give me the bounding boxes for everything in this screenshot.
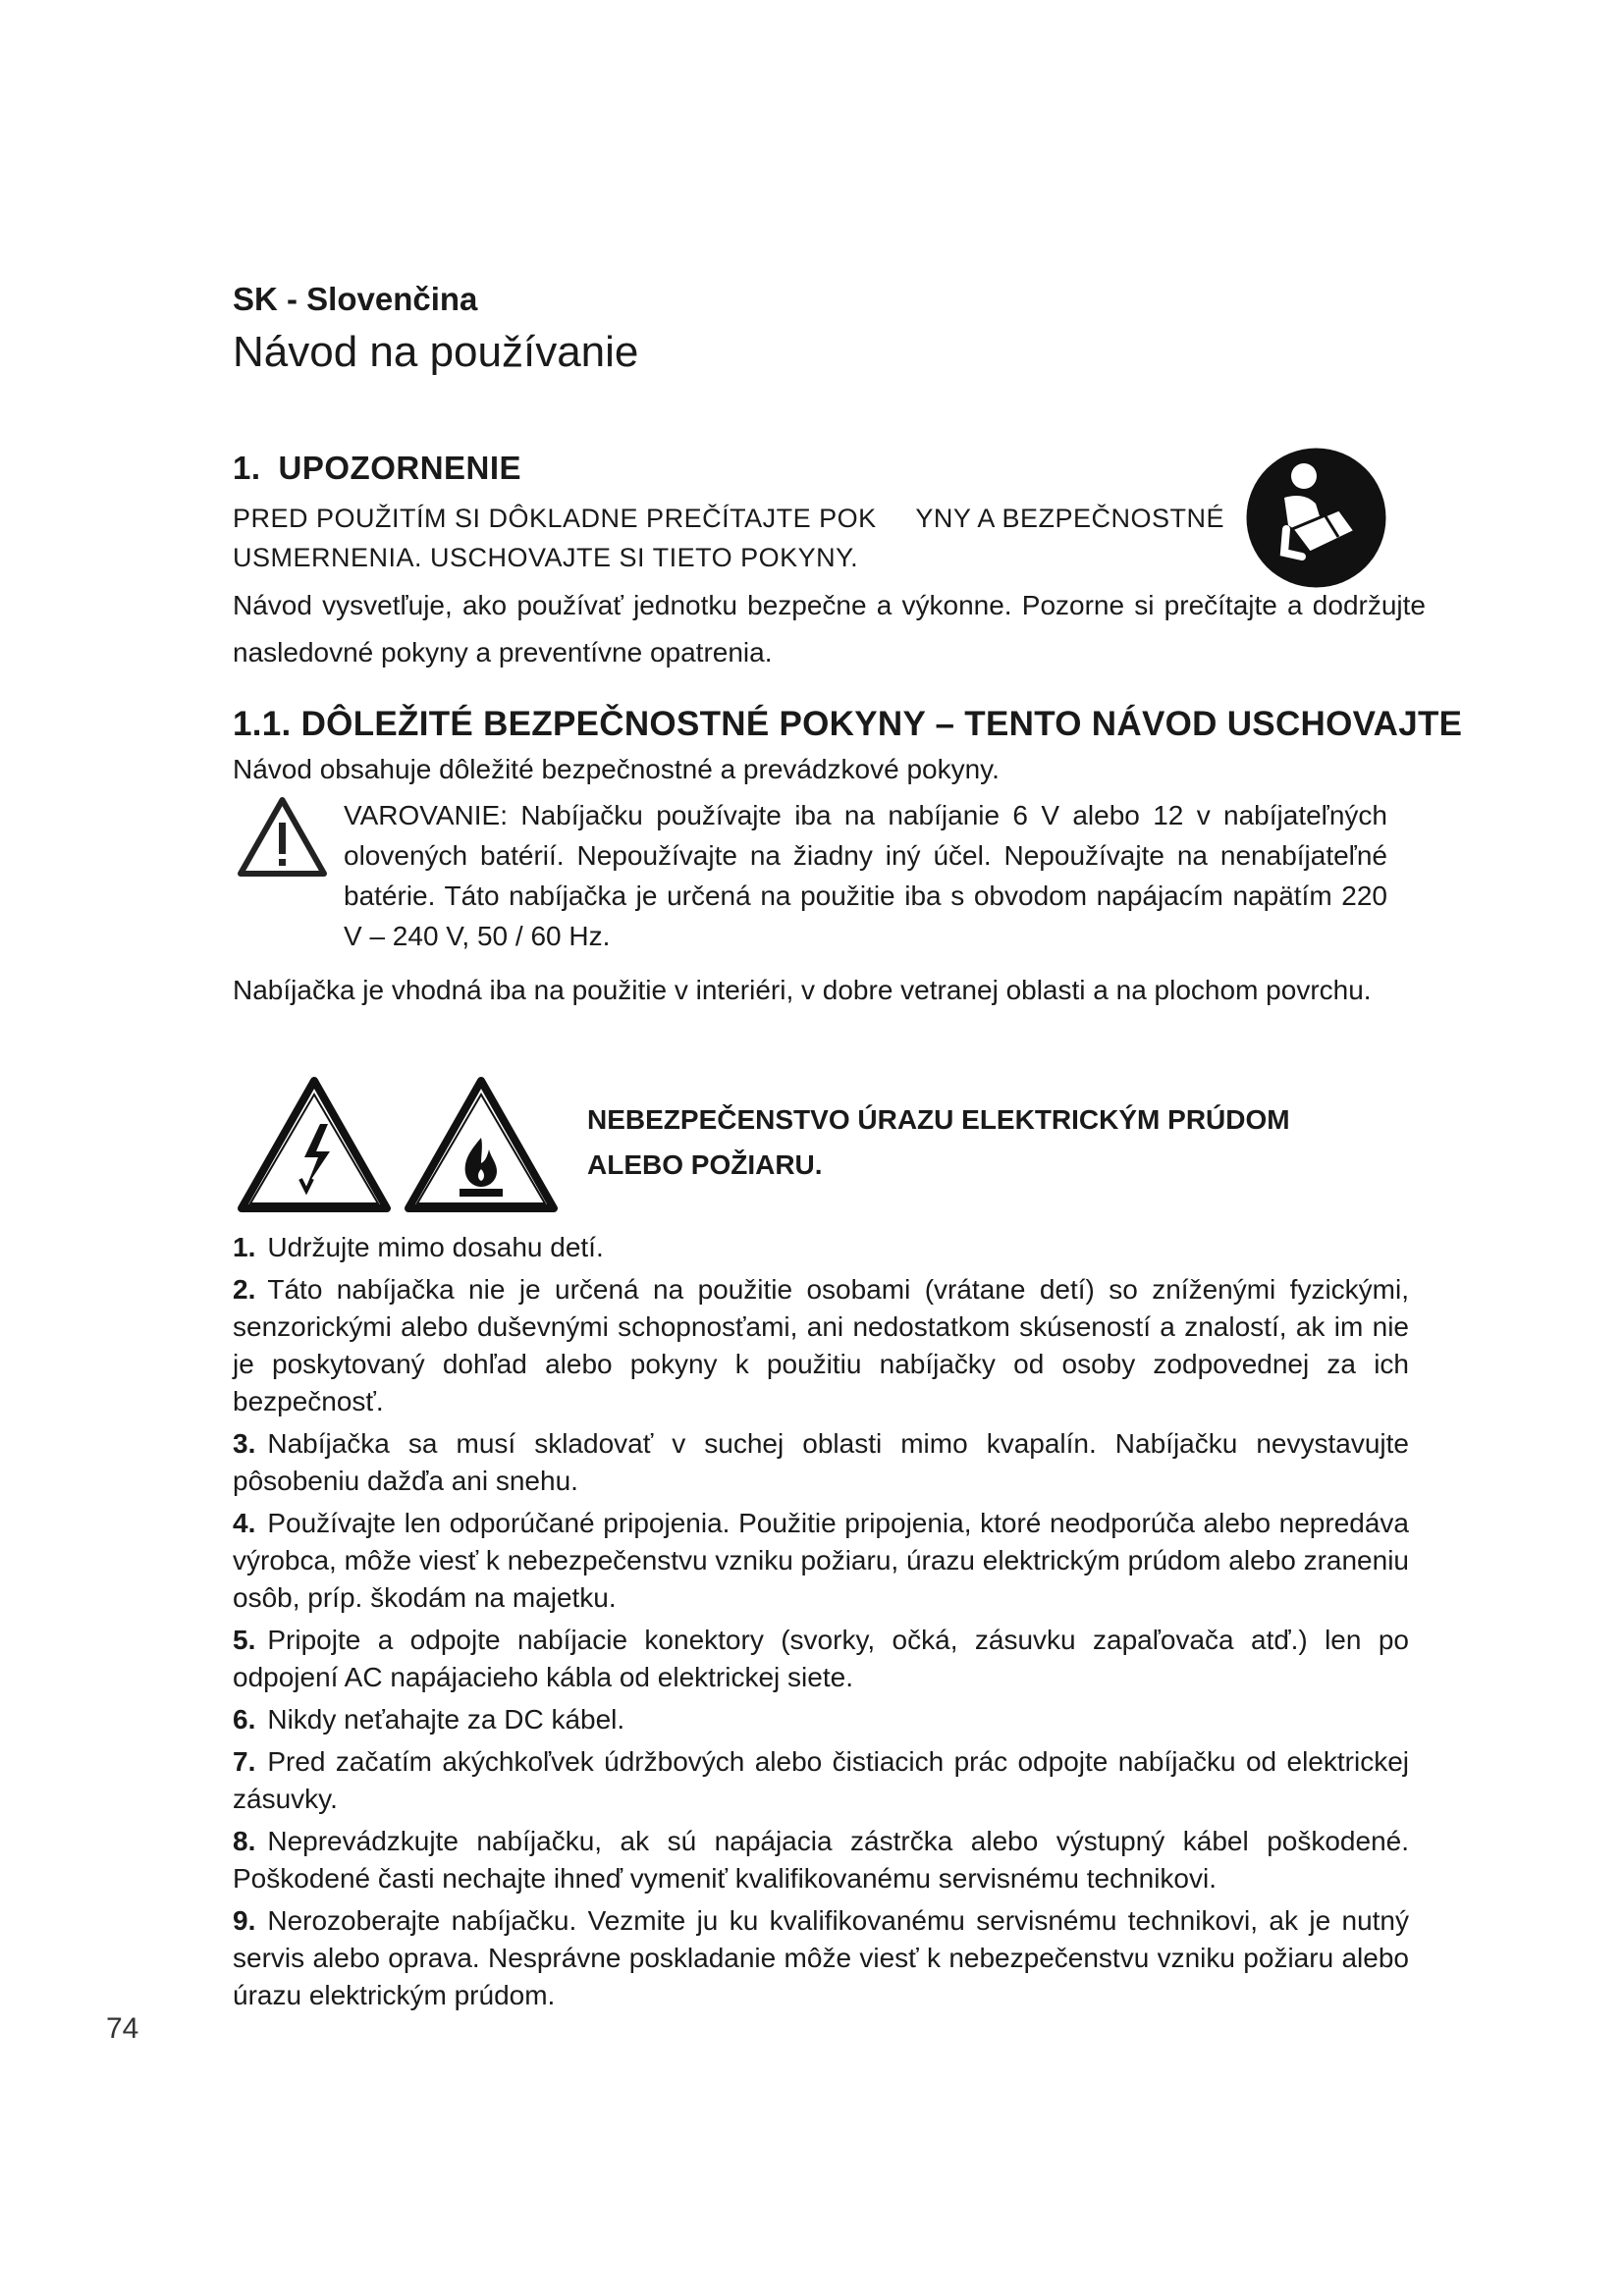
list-item: 5. Pripojte a odpojte nabíjacie konektory (svorky, očká, zásuvku zapaľovača atď.) len po odpojení AC napájacieho kábla od elektrickej siete.	[233, 1625, 1409, 1692]
fire-hazard-icon	[403, 1075, 560, 1214]
read-manual-icon	[1245, 447, 1387, 589]
caps-warning-line2: USMERNENIA. USCHOVAJTE SI TIETO POKYNY.	[233, 543, 859, 572]
danger-heading: NEBEZPEČENSTVO ÚRAZU ELEKTRICKÝM PRÚDOM ALEBO POŽIARU.	[587, 1104, 1290, 1180]
list-item: 3. Nabíjačka sa musí skladovať v suchej oblasti mimo kvapalín. Nabíjačku nevystavujte pôsobeniu dažďa ani snehu.	[233, 1428, 1409, 1496]
list-item: 2. Táto nabíjačka nie je určená na použitie osobami (vrátane detí) so zníženými fyzickými, senzorickými alebo duševnými schopnosťami, ani nedostatkom skúseností a znalostí, ak im nie je poskytovaný dohľad alebo pokyny k použitiu nabíjačky od osoby zodpovednej za ich bezpečnosť.	[233, 1274, 1409, 1416]
list-item: 4. Používajte len odporúčané pripojenia. Použitie pripojenia, ktoré neodporúča alebo nepredáva výrobca, môže viesť k nebezpečenstvu vzniku požiaru, úrazu elektrickým prúdom alebo zraneniu osôb, príp. škodám na majetku.	[233, 1508, 1409, 1613]
list-item: 6. Nikdy neťahajte za DC kábel.	[233, 1704, 625, 1735]
warning-triangle-icon	[236, 795, 329, 880]
document-title: Návod na používanie	[233, 328, 639, 376]
section-1-intro: Návod vysvetľuje, ako používať jednotku bezpečne a výkonne. Pozorne si prečítajte a dodržujte nasledovné pokyny a preventívne opatrenia.	[233, 590, 1426, 667]
indoor-use-text: Nabíjačka je vhodná iba na použitie v interiéri, v dobre vetranej oblasti a na plochom povrchu.	[233, 975, 1372, 1005]
warning-text: VAROVANIE: Nabíjačku používajte iba na nabíjanie 6 V alebo 12 v nabíjateľných olovených batérií. Nepoužívajte na žiadny iný účel. Nepoužívajte na nenabíjateľné batérie. Táto nabíjačka je určená na použitie iba s obvodom napájacím napätím 220 V – 240 V, 50 / 60 Hz.	[344, 800, 1387, 951]
caps-warning-block	[233, 499, 1224, 577]
section-1-title: UPOZORNENIE	[278, 450, 522, 486]
safety-list	[233, 1229, 1409, 2019]
list-item: 9. Nerozoberajte nabíjačku. Vezmite ju ku kvalifikovanému servisnému technikovi, ak je nutný servis alebo oprava. Nesprávne poskladanie môže viesť k nebezpečenstvu vzniku požiaru alebo úrazu elektrickým prúdom.	[233, 1905, 1409, 2010]
list-item: 8. Neprevádzkujte nabíjačku, ak sú napájacia zástrčka alebo výstupný kábel poškodené. Poškodené časti nechajte ihneď vymeniť kvalifikovanému servisnému technikovi.	[233, 1826, 1409, 1894]
caps-warning-line1-right: YNY A BEZPEČNOSTNÉ	[915, 504, 1224, 533]
page-number: 74	[106, 2012, 139, 2045]
electric-shock-icon	[236, 1075, 393, 1214]
section-1-1-heading: 1.1. DÔLEŽITÉ BEZPEČNOSTNÉ POKYNY – TENTO NÁVOD USCHOVAJTE	[233, 705, 1463, 743]
list-item: 1. Udržujte mimo dosahu detí.	[233, 1232, 604, 1262]
section-1-heading	[233, 450, 521, 487]
section-1-1-subtitle: Návod obsahuje dôležité bezpečnostné a prevádzkové pokyny.	[233, 754, 1000, 784]
language-label: SK - Slovenčina	[233, 281, 478, 317]
caps-warning-line1-left: PRED POUŽITÍM SI DÔKLADNE PREČÍTAJTE POK	[233, 504, 877, 533]
section-1-number: 1.	[233, 450, 261, 486]
list-item: 7. Pred začatím akýchkoľvek údržbových alebo čistiacich prác odpojte nabíjačku od elektrickej zásuvky.	[233, 1746, 1409, 1814]
